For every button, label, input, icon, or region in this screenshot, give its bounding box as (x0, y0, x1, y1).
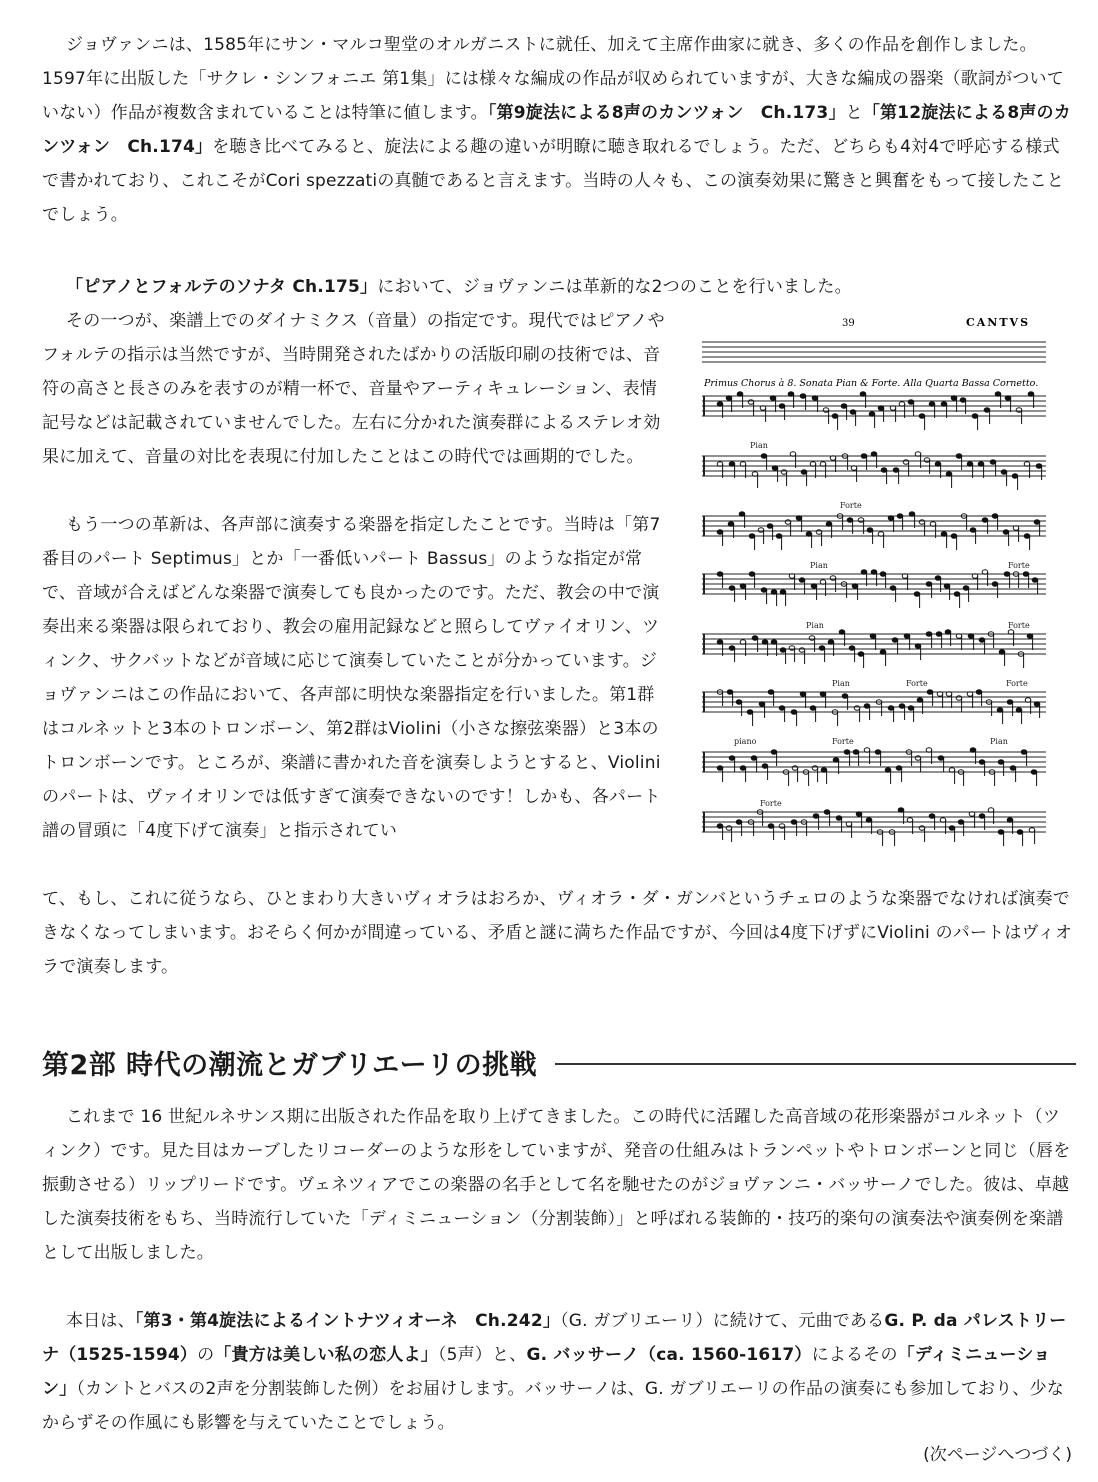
score-note (978, 462, 984, 466)
score-note (752, 636, 758, 640)
staff (702, 748, 1046, 786)
score-note (729, 646, 735, 650)
score-dynamic-label: Forte (832, 737, 854, 746)
score-note (849, 646, 855, 650)
score-note (871, 452, 877, 456)
score-note (890, 586, 896, 590)
score-note (935, 576, 941, 580)
score-note (972, 414, 978, 418)
paragraph-instrumentation: もう一つの革新は、各声部に演奏する楽器を指定したことです。当時は「第7番目のパート Septimus」とか「一番低いパート Bassus」のような指定が常で、音域が合えばどんな楽器で演奏しても良かったのです。ただ、教会の中で演奏出来る楽器は限られており、教会の雇用記録などと照らしてヴァイオリン、ツィンク、サクバットなどが音域に応じて演奏していたことが分かっています。ジョヴァンニはこの作品において、各声部に明快な楽器指定を行いました。第1群はコルネットと3本のトロンボーン、第2群はViolini（小さな擦弦楽器）と3本のトロンボーンです。ところが、楽譜に書かれた音を演奏しようとすると、Violiniのパートは、ヴァイオリンでは低すぎて演奏できないのです！しかも、各パート譜の冒頭に「4度下げて演奏」と指示されてい (42, 515, 661, 841)
score-note (740, 584, 746, 588)
staff (702, 630, 1046, 668)
score-note (844, 750, 850, 754)
score-note (800, 394, 806, 398)
score-note (898, 808, 904, 812)
score-note (853, 750, 859, 754)
score-note (842, 694, 848, 698)
score-note (909, 512, 915, 516)
score-note (779, 706, 785, 710)
score-note (880, 572, 886, 576)
score-dynamic-label: Pian (990, 737, 1008, 746)
score-note (816, 530, 822, 534)
score-note (788, 392, 794, 396)
score-note (958, 820, 964, 824)
score-note (809, 636, 815, 640)
score-note (771, 750, 777, 754)
score-note (935, 462, 941, 466)
score-staves (702, 392, 1046, 846)
score-note (1032, 578, 1038, 582)
score-note (871, 570, 877, 574)
score-note (717, 530, 723, 534)
score-note (861, 454, 867, 458)
score-note (908, 400, 914, 404)
score-note (801, 470, 807, 474)
score-note (780, 648, 786, 652)
score-note (1024, 534, 1030, 538)
score-note (751, 756, 757, 760)
score-excerpt-image (690, 312, 1050, 860)
score-note (852, 584, 858, 588)
score-note (749, 572, 755, 576)
score-note (1004, 572, 1010, 576)
score-note (811, 584, 817, 588)
score-note (726, 396, 732, 400)
score-note (904, 634, 910, 638)
score-note (892, 638, 898, 642)
score-note (908, 706, 914, 710)
score-note (762, 640, 768, 644)
score-note (762, 764, 768, 768)
score-dynamic-label: Pian (750, 441, 768, 450)
score-note (878, 406, 884, 410)
score-note (864, 704, 870, 708)
score-note (792, 766, 798, 770)
score-note (893, 468, 899, 472)
score-note (954, 592, 960, 596)
score-note (758, 528, 764, 532)
score-note (888, 516, 894, 520)
score-note (776, 534, 782, 538)
score-note (836, 816, 842, 820)
score-note (945, 630, 951, 634)
score-note (919, 520, 925, 524)
paragraph-cornetto: これまで 16 世紀ルネサンス期に出版された作品を取り上げてきました。この時代に活躍した高音域の花形楽器がコルネット（ツィンク）です。見た目はカーブしたリコーダーのような形をしていますが、発音の仕組みはトランペットやトロンボーンと同じ（唇を振動させる）リップリードです。ヴェネツィアでこの楽器の名手として名を馳せたのがジョヴァンニ・バッサーノでした。彼は、卓越した演奏技術をもち、当時流行していた「ディミニューション（分割装飾）」と呼ばれる装飾的・技巧的楽句の演奏法や演奏例を楽譜として出版しました。 (42, 1107, 1071, 1263)
score-note (832, 414, 838, 418)
score-note (915, 644, 921, 648)
score-part-name: CANTVS (966, 316, 1031, 329)
score-note (823, 408, 829, 412)
score-note (967, 462, 973, 466)
score-note (820, 692, 826, 696)
score-note (833, 758, 839, 762)
score-note (860, 392, 866, 396)
score-note (896, 766, 902, 770)
score-note (779, 824, 785, 828)
score-note (747, 710, 753, 714)
score-note (1021, 750, 1027, 754)
score-dynamic-label: Pian (806, 621, 824, 630)
score-note (1005, 396, 1011, 400)
score-note (1034, 520, 1040, 524)
score-note (761, 454, 767, 458)
paragraph-dynamics: その一つが、楽譜上でのダイナミクス（音量）の指定です。現代ではピアノやフォルテの指示は当然ですが、当時開発されたばかりの活版印刷の技術では、音符の高さと長さのみを表すのが精一杯で、音量やアーティキュレーション、表情記号などは記載されていませんでした。左右に分かれた演奏群によるステレオ効果に加えて、音量の対比を表現に付加したことはこの時代では画期的でした。 (42, 311, 665, 467)
score-note (785, 520, 791, 524)
score-note (881, 468, 887, 472)
score-note (979, 638, 985, 642)
score-note (858, 652, 864, 656)
score-dynamic-label: Forte (1008, 561, 1030, 570)
score-note (729, 462, 735, 466)
score-note (761, 588, 767, 592)
score-note (956, 696, 962, 700)
score-note (919, 414, 925, 418)
work-title-palestrina: 「貴方は美しい私の恋人よ」 (214, 1345, 438, 1365)
score-note (717, 402, 723, 406)
score-note (812, 396, 818, 400)
score-note (929, 814, 935, 818)
score-note (729, 586, 735, 590)
score-note (841, 404, 847, 408)
score-heading: Primus Chorus à 8. Sonata Pian & Forte. Alla Quarta Bassa Cornetto. (704, 378, 1039, 389)
score-note (1034, 702, 1040, 706)
score-note (869, 412, 875, 416)
score-note (768, 824, 774, 828)
score-note (1012, 474, 1018, 478)
score-page-number: 39 (842, 318, 855, 329)
score-note (839, 630, 845, 634)
score-note (861, 570, 867, 574)
score-note (821, 768, 827, 772)
score-note (768, 690, 774, 694)
score-note (941, 402, 947, 406)
score-note (870, 634, 876, 638)
staff (702, 570, 1046, 608)
score-note (992, 514, 998, 518)
staff (702, 808, 1046, 846)
score-note (854, 706, 860, 710)
score-note (917, 698, 923, 702)
score-note (866, 818, 872, 822)
score-note (984, 408, 990, 412)
score-note (800, 692, 806, 696)
score-note (927, 690, 933, 694)
score-note (1028, 392, 1034, 396)
score-note (806, 532, 812, 536)
composer-bassano: G. バッサーノ（ca. 1560-1617） (526, 1345, 812, 1365)
work-title-intonazione: 「第3・第4旋法によるイントナツィオーネ Ch.242」 (134, 1311, 561, 1331)
score-note (968, 634, 974, 638)
score-note (779, 404, 785, 408)
paragraph-program: 本日は、「第3・第4旋法によるイントナツィオーネ Ch.242」（G. ガブリエーリ）に続けて、元曲であるG. P. da パレストリーナ（1525-1594）の「貴方は美しい私の恋人よ」（5声）と、G. バッサーノ（ca. 1560-1617）によるその「ディミニューション」（カントとバスの2声を分割装飾した例）をお届けします。バッサーノは、G. ガブリエーリの作品の演奏にも参加しており、少なからずその作風にも影響を与えていたことでしょう。 (42, 1311, 1067, 1433)
score-dynamic-label: Pian (810, 561, 828, 570)
score-note (728, 522, 734, 526)
score-note (748, 400, 754, 404)
work-title-canzon-174: 「第12旋法による8声のカンツォン Ch.174」 (42, 103, 1071, 157)
section-rule (555, 1063, 1076, 1065)
score-note (736, 820, 742, 824)
score-note (727, 690, 733, 694)
score-note (819, 646, 825, 650)
score-note (867, 528, 873, 532)
score-dynamic-label: piano (734, 737, 757, 746)
score-note (799, 578, 805, 582)
score-note (1001, 470, 1007, 474)
score-note (903, 460, 909, 464)
score-note (897, 514, 903, 518)
score-note (941, 532, 947, 536)
score-note (1017, 830, 1023, 834)
score-note (856, 812, 862, 816)
score-note (1031, 770, 1037, 774)
score-note (759, 702, 765, 706)
work-title-canzon-173: 「第9旋法による8声のカンツォン Ch.173」 (487, 103, 846, 123)
score-note (824, 810, 830, 814)
section-heading (42, 1040, 1076, 1084)
score-note (875, 750, 881, 754)
score-note (899, 704, 905, 708)
staff (702, 690, 1046, 726)
score-note (938, 756, 944, 760)
score-note (1027, 634, 1033, 638)
score-note (960, 398, 966, 402)
score-note (749, 534, 755, 538)
score-note (1036, 464, 1042, 468)
score-note (729, 756, 735, 760)
score-dynamic-label: Pian (832, 679, 850, 688)
score-note (847, 518, 853, 522)
score-note (791, 820, 797, 824)
score-note (926, 632, 932, 636)
section-title: 第2部 時代の潮流とガブリエーリの挑戦 (42, 1049, 538, 1081)
score-note (998, 830, 1004, 834)
score-note (771, 590, 777, 594)
score-note (740, 766, 746, 770)
score-note (717, 640, 723, 644)
score-note (885, 768, 891, 772)
score-dynamic-label: Forte (760, 799, 782, 808)
score-note (726, 826, 732, 830)
score-note (771, 640, 777, 644)
score-note (915, 756, 921, 760)
score-note (888, 706, 894, 710)
score-note (914, 592, 920, 596)
paragraph-gabrieli-intro: ジョヴァンニは、1585年にサン・マルコ聖堂のオルガニストに就任、加えて主席作曲家に就き、多くの作品を創作しました。1597年に出版した「サクレ・シンフォニエ 第1集」には様々な編成の作品が収められていますが、大きな編成の器楽（歌詞がついていない）作品が複数含まれていることは特筆に値します。「第9旋法による8声のカンツォン Ch.173」と「第12旋法による8声のカンツォン Ch.174」を聴き比べてみると、旋法による趣の違いが明瞭に聴き取れるでしょう。ただ、どちらも4対4で呼応する様式で書かれており、これこそがCori spezzatiの真髄であると言えます。当時の人々も、この演奏効果に驚きと興奮をもって接したことでしょう。 (42, 35, 1071, 225)
score-note (970, 748, 976, 752)
paragraph-instrumentation-continued: て、もし、これに従うなら、ひとまわり大きいヴィオラはおろか、ヴィオラ・ダ・ガンバというチェロのような楽器でなければ演奏できなくなってしまいます。おそらく何かが間違っている、矛盾と謎に満ちた作品ですが、今回は4度下げずにViolini のパートはヴィオラで演奏します。 (42, 889, 1073, 977)
score-note (1023, 572, 1029, 576)
score-note (799, 648, 805, 652)
score-dynamic-label: Forte (906, 679, 928, 688)
score-note (1007, 700, 1013, 704)
score-dynamic-label: Forte (840, 501, 862, 510)
score-note (1016, 708, 1022, 712)
score-note (826, 522, 832, 526)
score-note (813, 814, 819, 818)
score-note (949, 826, 955, 830)
score-note (999, 650, 1005, 654)
score-note (976, 690, 982, 694)
score-note (956, 454, 962, 458)
staff (702, 392, 1046, 430)
score-note (796, 516, 802, 520)
score-note (982, 518, 988, 522)
score-note (1003, 530, 1009, 534)
score-note (717, 766, 723, 770)
score-note (812, 766, 818, 770)
score-note (1010, 766, 1016, 770)
score-note (772, 466, 778, 470)
score-note (919, 826, 925, 830)
continued-note: (次ページへつづく) (923, 1445, 1072, 1465)
score-note (1016, 408, 1022, 412)
score-empty-staff (702, 342, 1046, 362)
score-note (736, 700, 742, 704)
score-note (936, 632, 942, 636)
score-note (767, 524, 773, 528)
score-note (992, 582, 998, 586)
score-note (998, 760, 1004, 764)
score-note (951, 396, 957, 400)
score-note (789, 646, 795, 650)
score-note (979, 814, 985, 818)
score-note (929, 402, 935, 406)
score-note (951, 534, 957, 538)
score-note (946, 472, 952, 476)
score-note (780, 590, 786, 594)
score-note (995, 392, 1001, 396)
score-note (828, 640, 834, 644)
score-note (791, 710, 797, 714)
score-note (717, 824, 723, 828)
score-note (997, 708, 1003, 712)
score-note (944, 584, 950, 588)
score-note (880, 650, 886, 654)
staff (702, 452, 1046, 490)
score-note (990, 460, 996, 464)
score-note (739, 512, 745, 516)
staff (702, 512, 1046, 550)
score-dynamics (734, 441, 1030, 808)
score-note (850, 410, 856, 414)
score-note (781, 470, 787, 474)
score-note (737, 392, 743, 396)
score-note (963, 586, 969, 590)
score-note (717, 572, 723, 576)
score-dynamic-label: Forte (1008, 621, 1030, 630)
score-note (979, 760, 985, 764)
score-note (810, 706, 816, 710)
composer-palestrina: G. P. da パレストリーナ（1525-1594） (42, 1311, 1067, 1365)
score-note (1007, 818, 1013, 822)
score-note (830, 576, 836, 580)
score-dynamic-label: Forte (1006, 679, 1028, 688)
score-note (970, 528, 976, 532)
work-title-diminution: 「ディミニューション」 (42, 1345, 1051, 1399)
score-note (858, 518, 864, 522)
score-note (924, 458, 930, 462)
work-title-sonata-175: 「ピアノとフォルテのソナタ Ch.175」 (66, 277, 378, 297)
score-note (926, 582, 932, 586)
score-note (770, 396, 776, 400)
paragraph-sonata-intro: 「ピアノとフォルテのソナタ Ch.175」において、ジョヴァンニは革新的な2つのことを行いました。 (66, 277, 852, 297)
